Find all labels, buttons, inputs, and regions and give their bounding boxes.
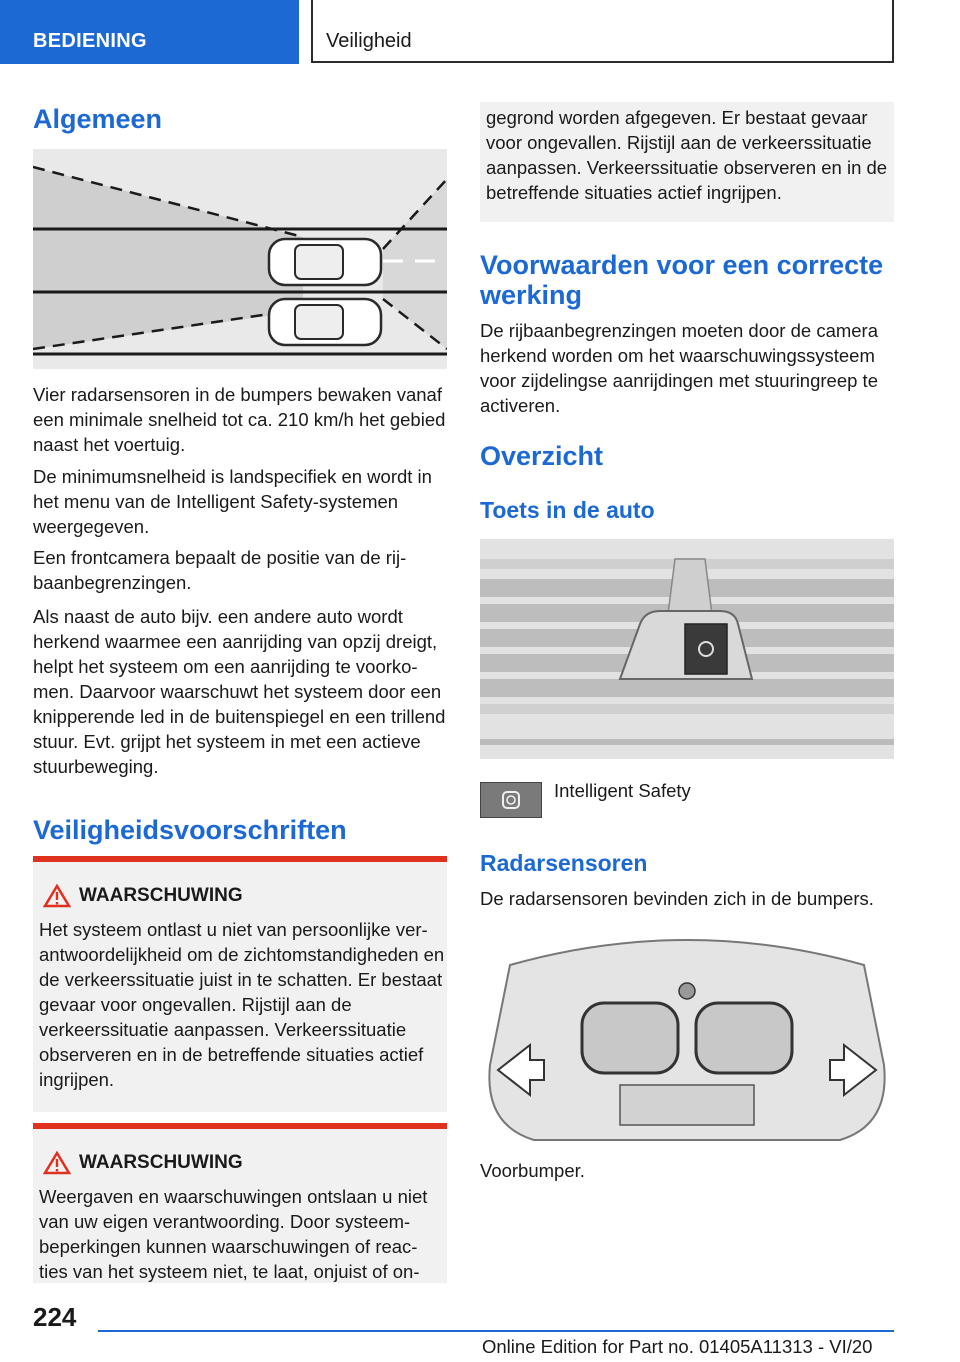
bumper-svg: [480, 925, 894, 1145]
paragraph-3: Een frontcamera bepaalt de positie van de rij- baanbegrenzingen.: [33, 547, 407, 593]
button-figure: [480, 539, 894, 759]
heading-overview: Overzicht: [480, 441, 604, 471]
lane-diagram-figure: [33, 149, 447, 369]
heading-algemeen: Algemeen: [33, 104, 163, 134]
warning-2-title: WAARSCHUWING: [79, 1152, 243, 1173]
intelligent-safety-button-icon: [480, 782, 542, 818]
warning-1-text: Het systeem ontlast u niet van persoonlijke ver- antwoordelijkheid om de zichtomstandigheden en de verkeerssituatie juist in te schatten. Er bestaat gevaar voor ongevallen. Rijstijl aan de verkeerssituatie aanpassen. Verkeerssituatie observeren en in de betreffende situaties actief ingrijpen.: [39, 919, 445, 1090]
page-number: 224: [33, 1302, 77, 1332]
chapter-label: Veiligheid: [326, 30, 412, 52]
warning-1-title: WAARSCHUWING: [79, 885, 243, 906]
bumper-caption: Voorbumper.: [480, 1160, 585, 1181]
bumper-figure: [480, 925, 894, 1145]
section-tab: [0, 0, 299, 64]
paragraph-1: Vier radarsensoren in de bumpers bewaken vanaf een minimale snelheid tot ca. 210 km/h het gebied naast het voertuig.: [33, 384, 446, 455]
car-bottom: [269, 299, 381, 345]
heading-safety: Veiligheidsvoorschriften: [33, 815, 347, 845]
warning-2-text: Weergaven en waarschuwingen ontslaan u niet van uw eigen verantwoording. Door systeem- beperkingen kunnen waarschuwingen of reac- ties van het systeem niet, te laat, onjuist of on-: [39, 1186, 428, 1282]
paragraph-2: De minimumsnelheid is landspecifiek en wordt in het menu van de Intelligent Safety-systemen weergegeven.: [33, 466, 432, 537]
radar-text: De radarsensoren bevinden zich in de bumpers.: [480, 888, 874, 909]
car-top: [269, 239, 381, 285]
heading-button: Toets in de auto: [480, 497, 655, 523]
warning-triangle-icon: [43, 1151, 71, 1175]
warning-2-continued-text: gegrond worden afgegeven. Er bestaat gevaar voor ongevallen. Rijstijl aan de verkeerssituatie aanpassen. Verkeerssituatie observeren en in de betreffende situaties actief ingrijpen.: [486, 107, 888, 203]
footer-rule: [98, 1330, 894, 1332]
paragraph-4: Als naast de auto bijv. een andere auto wordt herkend waarmee een aanrijding van opzij dreigt, helpt het systeem om een aanrijding te voorko- men. Daarvoor waarschuwt het systeem door een knipperende led in de buitenspiegel en een trillend stuur. Evt. grijpt het systeem in met een actieve stuurbeweging.: [33, 606, 446, 777]
warning-2-box: [33, 1129, 447, 1283]
warning-triangle-icon: [43, 884, 71, 908]
warning-1-box: [33, 862, 447, 1112]
requirements-text: De rijbaanbegrenzingen moeten door de camera herkend worden om het waarschuwingssysteem voor zijdelingse aanrijdingen met stuuringreep te activeren.: [480, 320, 879, 416]
chapter-tab: [311, 0, 894, 63]
section-label: BEDIENING: [33, 30, 147, 52]
lane-diagram-svg: [33, 149, 447, 369]
warning-2-continued-box: [480, 102, 894, 222]
footer-edition: Online Edition for Part no. 01405A11313 - VI/20: [482, 1336, 873, 1357]
heading-requirements: Voorwaarden voor een correcte werking: [480, 250, 884, 310]
grille-button-svg: [480, 539, 894, 759]
button-caption: Intelligent Safety: [554, 780, 691, 801]
heading-radar: Radarsensoren: [480, 850, 648, 876]
